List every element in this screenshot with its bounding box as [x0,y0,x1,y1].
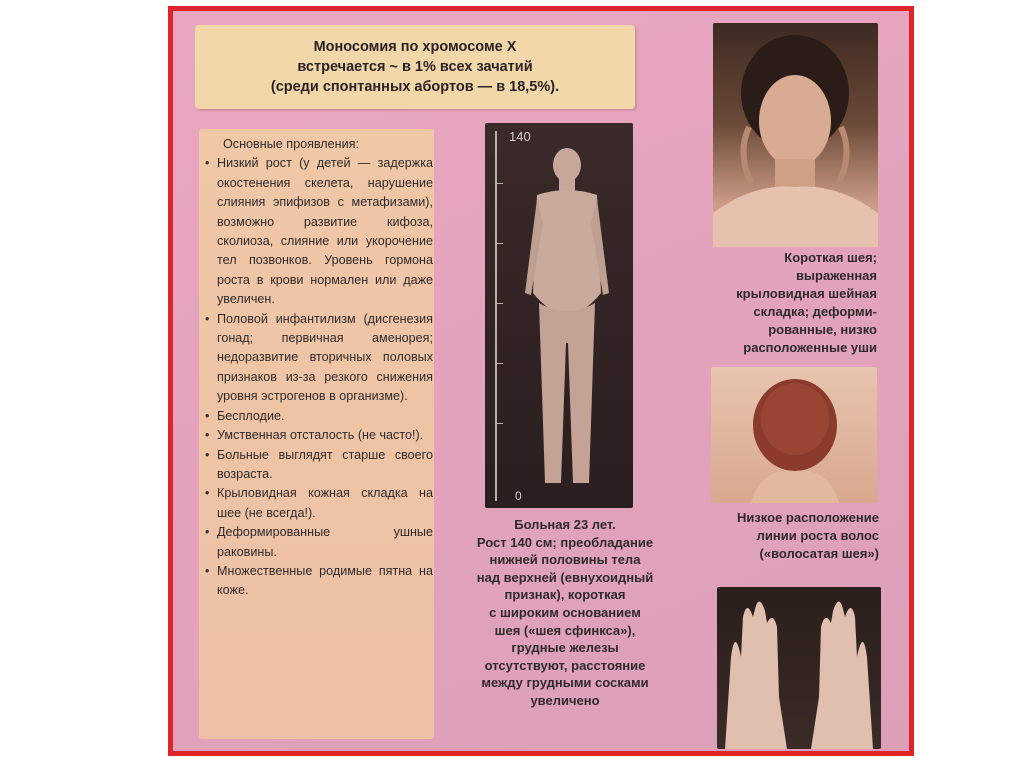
caption-line: складка; деформи- [753,304,877,319]
caption-line: шея («шея сфинкса»), [494,622,636,638]
title-line-2: встречается ~ в 1% всех зачатий [297,59,533,75]
caption-line: рованные, низко [768,322,877,337]
manifestation-item: • Умственная отсталость (не часто!). [203,426,433,445]
neck-caption [701,509,879,563]
scale-bottom-label: 0 [515,489,522,503]
manifestations-text [203,135,433,601]
full-body-caption [451,516,679,710]
caption-line: линии роста волос [756,528,879,543]
manifestation-item: • Половой инфантилизм (дисгенезия гонад; первичная аменорея; недоразвитие вторичных половых признаков из-за резкого снижения уровня эстрогенов в организме). [203,310,433,407]
body-silhouette [515,143,615,503]
title-line-3: (среди спонтанных абортов — в 18,5%). [270,79,560,95]
caption-line: расположенные уши [743,340,877,355]
face-silhouette [713,23,878,247]
caption-line: отсутствуют, расстояние [484,657,646,673]
caption-line: крыловидная шейная [736,286,877,301]
caption-line: увеличено [530,692,600,708]
height-scale [495,131,497,501]
scale-tick [495,363,503,364]
caption-line: с широким основанием [489,604,641,620]
caption-line: нижней половины тела [489,552,641,568]
manifestation-item: • Множественные родимые пятна на коже. [203,562,433,601]
hands-silhouette [717,587,881,749]
scale-tick [495,243,503,244]
scale-tick [495,423,503,424]
scale-tick [495,303,503,304]
caption-line: над верхней (евнухоидный [476,569,654,585]
manifestation-item: • Крыловидная кожная складка на шее (не всегда!). [203,484,433,523]
scale-top-label: 140 [509,129,531,144]
caption-line: выраженная [795,268,877,283]
manifestation-item: • Бесплодие. [203,407,433,426]
patient-full-body-photo [485,123,633,508]
patient-neck-photo [711,367,877,503]
caption-line: Рост 140 см; преобладание [476,534,654,550]
caption-line: Больная 23 лет. [514,517,616,532]
manifestation-item: • Больные выглядят старше своего возраста. [203,446,433,485]
caption-line: признак), короткая [504,587,626,603]
textbook-page [168,6,914,756]
manifestation-item: • Деформированные ушные раковины. [203,523,433,562]
caption-line: («волосатая шея») [759,546,879,561]
caption-line: Короткая шея; [784,250,877,265]
manifestations-list [203,154,433,600]
caption-line: Низкое расположение [736,510,879,525]
scale-tick [495,183,503,184]
patient-face-photo [713,23,878,247]
face-caption [701,249,877,357]
caption-line: между грудными сосками [481,675,649,691]
title-line-1: Моносомия по хромосоме X [313,39,517,55]
manifestations-heading: Основные проявления: [223,137,359,151]
title-box [195,25,635,109]
manifestation-item: • Низкий рост (у детей — задержка окостенения скелета, нарушение слияния эпифизов с метафизами), возможно развитие кифоза, сколиоза, слияние или укорочение тел позвонков. Уровень гормона роста в крови нормален или даже увеличен. [203,154,433,309]
patient-hands-photo [717,587,881,749]
neck-silhouette [711,367,877,503]
caption-line: грудные железы [511,640,619,656]
